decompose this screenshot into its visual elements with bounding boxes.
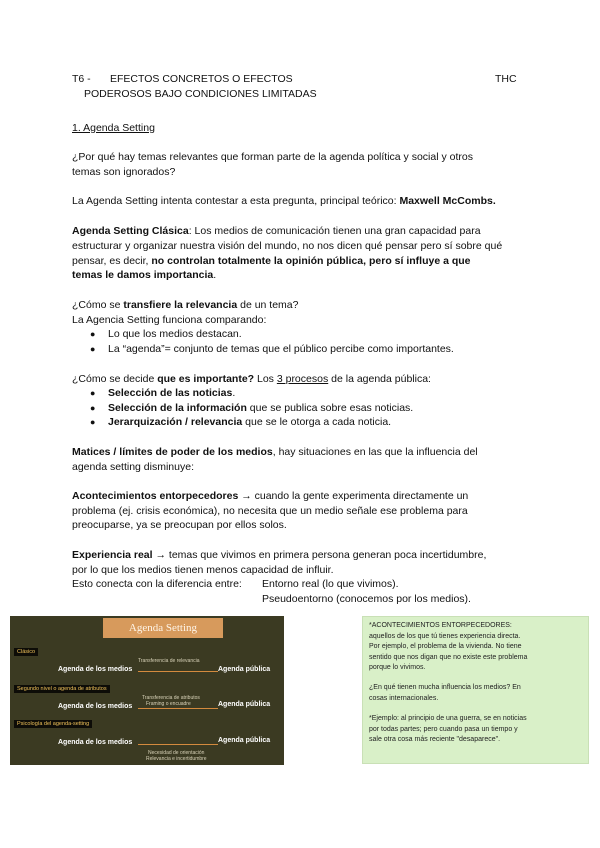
list-item: Jerarquización / relevancia que se le otorga a cada noticia. (108, 416, 392, 428)
diagram-tag: Clásico (14, 648, 38, 656)
clasica-line2: estructurar y organizar nuestra visión del mundo, no nos dicen qué pensar pero sí sobre qué (72, 240, 503, 252)
list-item: La “agenda”= conjunto de temas que el público percibe como importantes. (108, 343, 454, 355)
bullet-dot: ● (90, 344, 96, 354)
pseudoentorno: Pseudoentorno (conocemos por los medios). (262, 593, 471, 605)
bullet-dot: ● (90, 329, 96, 339)
note-line: *ACONTECIMIENTOS ENTORPECEDORES: (369, 622, 512, 629)
diagram-arrow (138, 671, 218, 672)
aconte-line3: preocuparse, ya se preocupan por ellos solos. (72, 519, 287, 531)
transfiere-line2: La Agencia Setting funciona comparando: (72, 314, 267, 326)
diagram-node: Agenda pública (218, 666, 271, 673)
intro-paragraph: La Agenda Setting intenta contestar a esta pregunta, principal teórico: Maxwell McCombs. (72, 195, 496, 207)
agenda-setting-diagram (10, 616, 284, 765)
diagram-arrow (138, 744, 218, 745)
note-line: cosas internacionales. (369, 694, 439, 702)
list-item: Selección de las noticias. (108, 387, 236, 399)
diagram-tag: Psicología del agenda-setting (14, 720, 92, 728)
note-line: aquellos de los que tú tienes experiencia directa. (369, 632, 521, 640)
note-line: ¿En qué tienen mucha influencia los medios? En (369, 684, 521, 691)
question-line1: ¿Por qué hay temas relevantes que forman parte de la agenda política y social y otros (72, 151, 473, 163)
diagram-node: Agenda pública (218, 737, 271, 744)
entorno-real: Entorno real (lo que vivimos). (262, 578, 399, 590)
experiencia-line1: Experiencia real → temas que vivimos en primera persona generan poca incertidumbre, (72, 549, 487, 561)
doc-code: T6 - (72, 73, 91, 85)
note-line: por todas partes; pero cuando pasa un tiempo y (369, 725, 518, 733)
diagram-node: Agenda de los medios (58, 666, 133, 673)
aconte-line2: problema (ej. crisis económica), no necesita que un medio señale ese problema para (72, 505, 468, 517)
note-line: sentido que nos digan que no existe este problema (369, 653, 528, 661)
transfiere-question: ¿Cómo se transfiere la relevancia de un tema? (72, 299, 299, 311)
aconte-line1: Acontecimientos entorpecedores → cuando la gente experimenta directamente un (72, 490, 469, 502)
diagram-node: Agenda pública (218, 701, 271, 708)
question-line2: temas son ignorados? (72, 166, 176, 178)
bullet-dot: ● (90, 388, 96, 398)
diagram-label: Relevancia e incertidumbre (146, 756, 207, 762)
note-line: porque lo vivimos. (369, 664, 426, 671)
list-item: Selección de la información que se publica sobre esas noticias. (108, 402, 414, 414)
diagram-label: Framing o encuadre (146, 701, 191, 707)
matices-line2: agenda setting disminuye: (72, 461, 194, 473)
note-box (362, 616, 589, 764)
diagram-label: Transferencia de relevancia (138, 658, 200, 664)
note-line: sale otra cosa más reciente "desaparece". (369, 736, 501, 743)
bullet-dot: ● (90, 403, 96, 413)
doc-title-line2: PODEROSOS BAJO CONDICIONES LIMITADAS (84, 88, 317, 100)
doc-title-line1: EFECTOS CONCRETOS O EFECTOS (110, 73, 293, 85)
matices-line1: Matices / límites de poder de los medios, hay situaciones en las que la influencia del (72, 446, 478, 458)
diagram-label: Necesidad de orientación (148, 750, 205, 756)
diagram-label: Transferencia de atributos (142, 695, 200, 701)
section-heading: 1. Agenda Setting (72, 122, 155, 134)
diagram-node: Agenda de los medios (58, 703, 133, 710)
note-line: Por ejemplo, el problema de la vivienda. No tiene (369, 643, 522, 650)
list-item: Lo que los medios destacan. (108, 328, 242, 340)
diagram-node: Agenda de los medios (58, 739, 133, 746)
clasica-line3: pensar, es decir, no controlan totalmente la opinión pública, pero sí influye a que (72, 255, 471, 267)
diagram-arrow (138, 708, 218, 709)
clasica-line4: temas le damos importancia. (72, 269, 217, 281)
experiencia-line2: por lo que los medios tienen menos capacidad de influir. (72, 564, 334, 576)
diagram-tag: Segundo nivel o agenda de atributos (14, 685, 110, 693)
experiencia-line3: Esto conecta con la diferencia entre: (72, 578, 242, 590)
clasica-line1: Agenda Setting Clásica: Los medios de comunicación tienen una gran capacidad para (72, 225, 481, 237)
bullet-dot: ● (90, 417, 96, 427)
doc-tag: THC (495, 73, 517, 85)
note-line: *Ejemplo: al principio de una guerra, se en noticias (369, 715, 527, 722)
diagram-title: Agenda Setting (103, 618, 223, 638)
decide-question: ¿Cómo se decide que es importante? Los 3 procesos de la agenda pública: (72, 373, 431, 385)
